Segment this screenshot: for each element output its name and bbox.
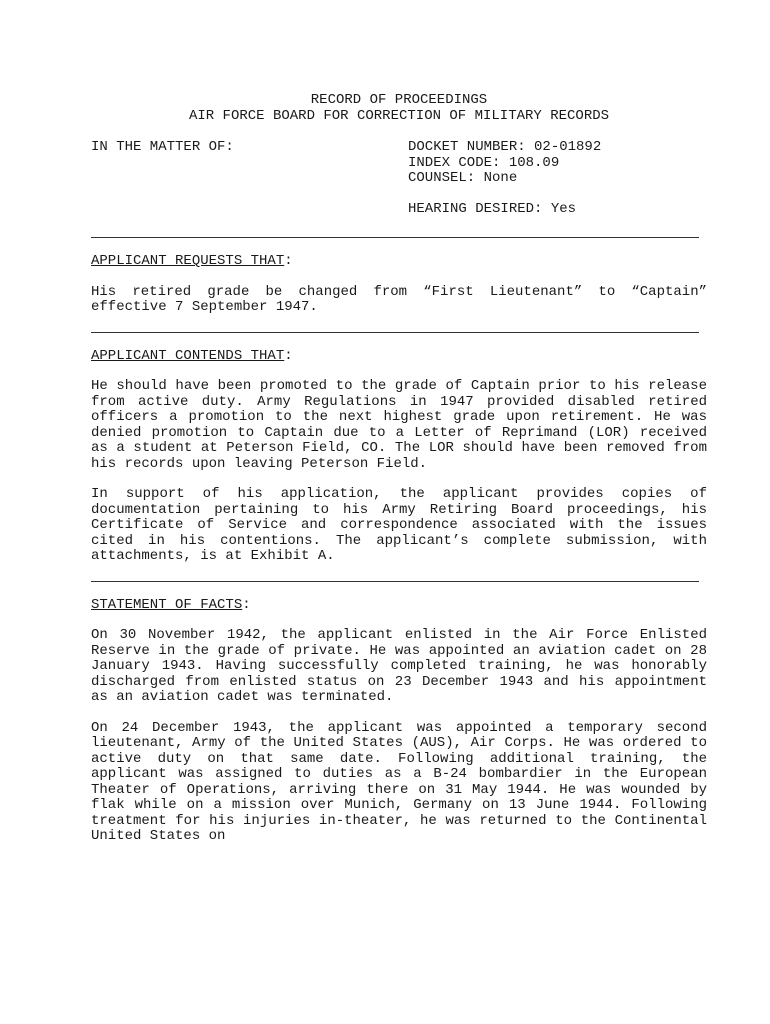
document-title xyxy=(91,93,707,124)
matter-block xyxy=(91,140,707,220)
contends-heading xyxy=(91,349,707,365)
requests-heading-text: APPLICANT REQUESTS THAT xyxy=(91,253,285,269)
requests-heading xyxy=(91,254,707,270)
section-divider xyxy=(91,332,699,333)
contends-heading-text: APPLICANT CONTENDS THAT xyxy=(91,347,285,364)
contends-paragraph: In support of his application, the applicant provides copies of documentation pertaining to his Army Retiring Board proceedings, his Certificate of Service and correspondence associated with the issues cited in his contentions. The applicant’s complete submission, with attachments, is at Exhibit A. xyxy=(91,486,707,564)
section-divider xyxy=(91,581,699,582)
requests-heading-colon: : xyxy=(284,253,293,269)
facts-paragraph: On 30 November 1942, the applicant enlisted in the Air Force Enlisted Reserve in the grade of private. He was appointed an aviation cadet on 28 January 1943. Having successfully completed training, he was honorably discharged from enlisted status on 23 December 1943 and his appointment as an aviation cadet was terminated. xyxy=(91,627,707,705)
facts-heading-colon: : xyxy=(242,596,251,613)
index-code: INDEX CODE: 108.09 xyxy=(408,154,560,171)
requests-paragraph: His retired grade be changed from “First Lieutenant” to “Captain” effective 7 September 1947. xyxy=(91,283,707,315)
docket-number: DOCKET NUMBER: 02-01892 xyxy=(408,139,602,155)
title-line-2: AIR FORCE BOARD FOR CORRECTION OF MILITARY RECORDS xyxy=(188,107,610,124)
facts-paragraph: On 24 December 1943, the applicant was appointed a temporary second lieutenant, Army of the United States (AUS), Air Corps. He was ordered to active duty on that same date. Following additional training, the applicant was assigned to duties as a B-24 bombardier in the European Theater of Operations, arriving there on 31 May 1944. He was wounded by flak while on a mission over Munich, Germany on 13 June 1944. Following treatment for his injuries in-theater, he was returned to the Continental United States on xyxy=(91,719,707,844)
document-page xyxy=(91,93,707,845)
counsel: COUNSEL: None xyxy=(408,170,518,186)
matter-label: IN THE MATTER OF: xyxy=(91,139,234,155)
case-details xyxy=(408,140,601,218)
facts-heading-text: STATEMENT OF FACTS xyxy=(91,596,243,613)
contends-paragraph: He should have been promoted to the grade of Captain prior to his release from active duty. Army Regulations in 1947 provided disabled retired officers a promotion to the next highest grade upon retirement. He was denied promotion to Captain due to a Letter of Reprimand (LOR) received as a student at Peterson Field, CO. The LOR should have been removed from his records upon leaving Peterson Field. xyxy=(91,378,707,472)
facts-heading xyxy=(91,598,707,614)
contends-heading-colon: : xyxy=(284,347,293,364)
title-line-1: RECORD OF PROCEEDINGS xyxy=(310,92,488,108)
hearing-desired: HEARING DESIRED: Yes xyxy=(408,201,577,217)
section-divider xyxy=(91,237,699,238)
